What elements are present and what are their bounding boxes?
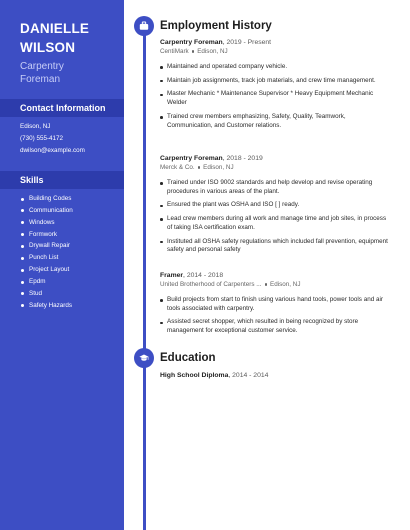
job-bullet xyxy=(160,113,392,130)
job-bullets xyxy=(160,179,392,255)
bullet-dot xyxy=(21,221,24,224)
education-dates: 2014 - 2014 xyxy=(232,372,269,379)
bullet-dot xyxy=(21,257,24,260)
bullet-dot xyxy=(160,182,163,185)
job-meta xyxy=(160,47,392,56)
job-title: Carpentry Foreman xyxy=(160,155,223,162)
job-entry xyxy=(160,38,392,135)
skill-item xyxy=(20,217,73,229)
briefcase-icon xyxy=(134,16,154,36)
degree: High School Diploma xyxy=(160,372,229,379)
job-bullet xyxy=(160,238,392,255)
skill-item xyxy=(20,288,73,300)
bullet-dot xyxy=(160,66,163,69)
bullet-dot xyxy=(160,116,163,119)
bullet-dot xyxy=(160,80,163,83)
job-title: Carpentry Foreman xyxy=(160,39,223,46)
skill-label: Formwork xyxy=(29,230,57,238)
skill-label: Punch List xyxy=(29,254,59,262)
skill-label: Safety Hazards xyxy=(29,301,73,309)
education-heading: Education xyxy=(160,352,216,364)
job-bullet xyxy=(160,90,392,107)
job-bullet xyxy=(160,318,392,335)
bullet-dot xyxy=(21,245,24,248)
bullet-dot xyxy=(21,304,24,307)
job-bullet xyxy=(160,63,392,72)
job-bullet xyxy=(160,77,392,86)
skill-label: Epdm xyxy=(29,277,46,285)
employment-heading: Employment History xyxy=(160,20,272,32)
job-bullet xyxy=(160,201,392,210)
bullet-dot xyxy=(160,218,163,221)
job-company: CentiMark xyxy=(160,48,189,55)
bullet-dot xyxy=(21,292,24,295)
bullet-text: Lead crew members during all work and manage time and job sites, in process of taking ISA certification exam. xyxy=(167,215,387,231)
job-bullet xyxy=(160,296,392,313)
job-company: Merck & Co. xyxy=(160,164,195,171)
bullet-text: Assisted secret shopper, which resulted in being recognized by store management for exceptional customer service. xyxy=(167,318,359,335)
job-dates: 2019 - Present xyxy=(226,39,272,46)
bullet-dot xyxy=(160,322,163,325)
skill-label: Building Codes xyxy=(29,195,72,202)
role-line-2: Foreman xyxy=(20,74,61,85)
bullet-text: Instituted all OSHA safety regulations which included fall prevention, equipment safety and personal safety xyxy=(167,237,388,254)
skill-item xyxy=(20,276,73,288)
job-company: United Brotherhood of Carpenters ... xyxy=(160,281,262,288)
job-title: Framer xyxy=(160,272,184,279)
skill-item xyxy=(20,240,73,252)
bullet-text: Trained crew members emphasizing, Safety, Quality, Teamwork, Communication, and Customer relations. xyxy=(167,112,346,129)
contact-email[interactable]: dwilson@example.com xyxy=(20,147,85,154)
skill-label: Drywall Repair xyxy=(29,242,70,250)
skill-label: Stud xyxy=(29,289,42,297)
graduation-cap-icon xyxy=(134,348,154,368)
bullet-dot xyxy=(21,281,24,284)
skills-list xyxy=(20,193,73,311)
skill-label: Project Layout xyxy=(29,266,70,274)
bullet-text: Build projects from start to finish using various hand tools, power tools and air tools associated with carpentry. xyxy=(167,296,383,312)
job-location: Edison, NJ xyxy=(197,48,228,55)
bullet-dot xyxy=(160,299,163,302)
job-meta xyxy=(160,280,392,289)
job-role xyxy=(20,60,64,86)
job-bullet xyxy=(160,179,392,196)
bullet-text: Maintained and operated company vehicle. xyxy=(167,63,288,70)
education-entry: High School Diploma, 2014 - 2014 xyxy=(160,372,269,379)
contact-location: Edison, NJ xyxy=(20,123,51,130)
bullet-text: Trained under ISO 9002 standards and help develop and revise operating procedures in various areas of the plant. xyxy=(167,179,373,195)
job-title-line: Carpentry Foreman, 2019 - Present xyxy=(160,39,272,46)
sidebar xyxy=(0,0,124,530)
bullet-text: Ensured the plant was OSHA and ISO [ ] ready. xyxy=(167,201,300,209)
timeline-line xyxy=(143,25,146,530)
last-name: WILSON xyxy=(20,40,76,55)
skill-item xyxy=(20,300,73,312)
job-entry xyxy=(160,271,392,341)
bullet-dot xyxy=(21,209,24,212)
job-title-line: Framer, 2014 - 2018 xyxy=(160,272,224,279)
job-bullets xyxy=(160,296,392,336)
bullet-dot xyxy=(21,233,24,236)
skill-label: Windows xyxy=(29,218,55,226)
job-dates: 2018 - 2019 xyxy=(226,155,263,162)
job-bullet xyxy=(160,215,392,232)
bullet-dot xyxy=(21,269,24,272)
bullet-text: Maintain job assignments, track job materials, and crew time management. xyxy=(167,76,376,84)
bullet-dot xyxy=(160,241,163,244)
job-bullets xyxy=(160,63,392,130)
first-name: DANIELLE xyxy=(20,21,90,36)
separator-dot xyxy=(265,283,268,286)
candidate-name xyxy=(20,19,89,57)
job-title-line: Carpentry Foreman, 2018 - 2019 xyxy=(160,155,263,162)
contact-heading: Contact Information xyxy=(0,99,124,117)
bullet-dot xyxy=(21,198,24,201)
job-location: Edison, NJ xyxy=(203,164,234,171)
job-location: Edison, NJ xyxy=(270,281,301,288)
bullet-text: Master Mechanic * Maintenance Supervisor * Heavy Equipment Mechanic Welder xyxy=(167,90,374,107)
skill-item xyxy=(20,193,73,205)
skill-item xyxy=(20,264,73,276)
contact-phone[interactable]: (730) 555-4172 xyxy=(20,135,64,142)
bullet-dot xyxy=(160,94,163,97)
skills-heading: Skills xyxy=(0,171,124,189)
job-meta xyxy=(160,163,392,172)
job-dates: 2014 - 2018 xyxy=(186,272,224,279)
bullet-dot xyxy=(160,205,163,208)
skill-item xyxy=(20,252,73,264)
role-line-1: Carpentry xyxy=(20,61,64,72)
separator-dot xyxy=(198,166,201,169)
separator-dot xyxy=(192,50,195,53)
job-entry xyxy=(160,154,392,260)
skill-item xyxy=(20,205,73,217)
skill-item xyxy=(20,229,73,241)
skill-label: Communication xyxy=(29,206,73,214)
